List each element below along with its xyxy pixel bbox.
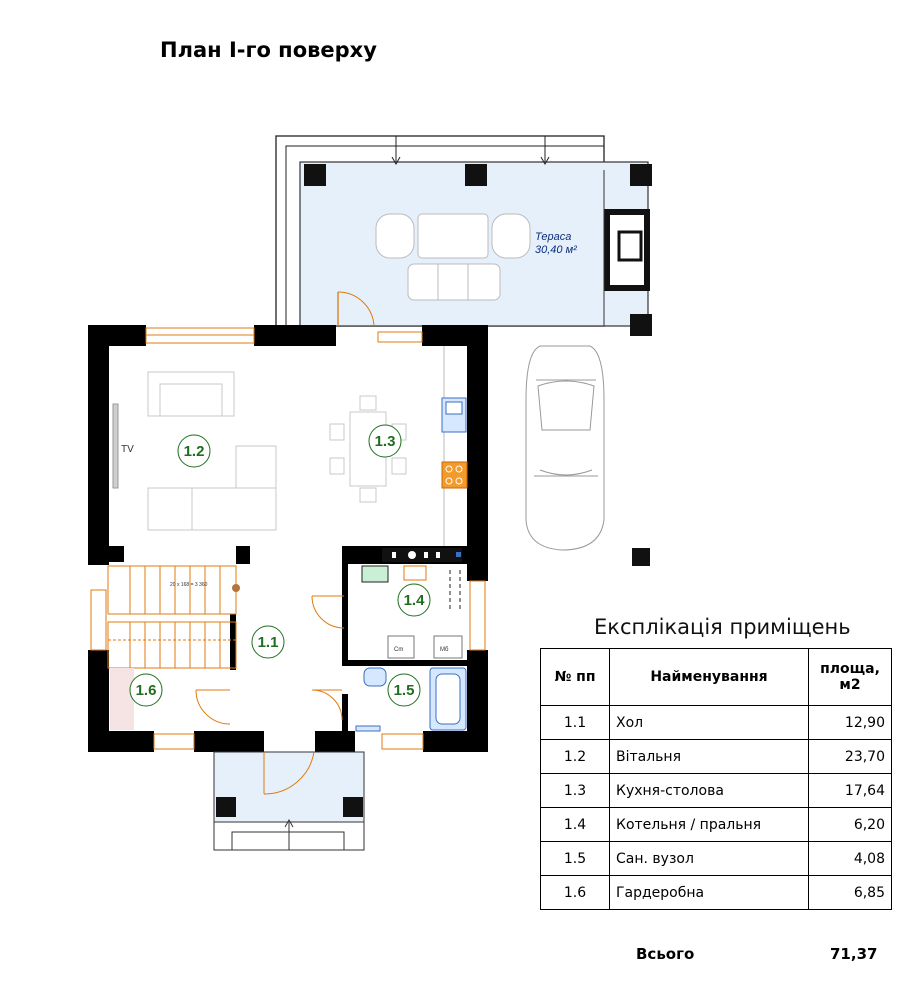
room-label-1-1: 1.1 <box>257 634 279 651</box>
row-no: 1.3 <box>541 774 610 808</box>
explication-title: Експлікація приміщень <box>594 615 851 639</box>
row-name: Хол <box>610 706 809 740</box>
total-value: 71,37 <box>830 945 878 963</box>
row-name: Сан. вузол <box>610 842 809 876</box>
table-row <box>541 808 892 842</box>
room-label-1-2: 1.2 <box>183 443 205 460</box>
boiler-label: Cm <box>394 647 404 653</box>
room-label-1-3: 1.3 <box>374 433 396 450</box>
row-area: 12,90 <box>809 706 892 740</box>
row-no: 1.5 <box>541 842 610 876</box>
explication-table <box>540 648 892 910</box>
car-icon <box>526 346 604 550</box>
row-name: Гардеробна <box>610 876 809 910</box>
room-label-1-5: 1.5 <box>393 682 415 699</box>
row-no: 1.4 <box>541 808 610 842</box>
terrace-area: 30,40 м² <box>535 244 577 256</box>
stair-label: 20 x 168 = 3 360 <box>170 582 208 588</box>
header-no: № пп <box>541 649 610 706</box>
row-name: Кухня-столова <box>610 774 809 808</box>
terrace <box>276 136 652 336</box>
entrance-porch <box>214 752 364 850</box>
room-label-1-6: 1.6 <box>135 682 157 699</box>
column-marker <box>632 548 650 566</box>
row-no: 1.1 <box>541 706 610 740</box>
total-label: Всього <box>636 945 695 963</box>
kitchen-appliances <box>442 398 467 488</box>
washer-label: Мб <box>440 647 449 653</box>
row-area: 6,85 <box>809 876 892 910</box>
row-area: 23,70 <box>809 740 892 774</box>
terrace-name: Тераса <box>535 231 572 243</box>
row-area: 6,20 <box>809 808 892 842</box>
row-name: Вітальня <box>610 740 809 774</box>
table-row <box>541 842 892 876</box>
header-name: Найменування <box>610 649 809 706</box>
tv-label: TV <box>121 444 134 455</box>
table-row <box>541 876 892 910</box>
row-name: Котельня / пральня <box>610 808 809 842</box>
row-area: 17,64 <box>809 774 892 808</box>
room-label-1-4: 1.4 <box>403 592 425 609</box>
row-area: 4,08 <box>809 842 892 876</box>
header-area: площа, м2 <box>809 649 892 706</box>
table-row <box>541 774 892 808</box>
row-no: 1.6 <box>541 876 610 910</box>
interior-doors <box>196 596 344 724</box>
table-row <box>541 706 892 740</box>
stair-marker <box>232 584 240 592</box>
table-row <box>541 740 892 774</box>
plan-title: План I-го поверху <box>160 38 377 62</box>
wardrobe-fill <box>110 668 134 730</box>
row-no: 1.2 <box>541 740 610 774</box>
explication-header-row <box>541 649 892 706</box>
